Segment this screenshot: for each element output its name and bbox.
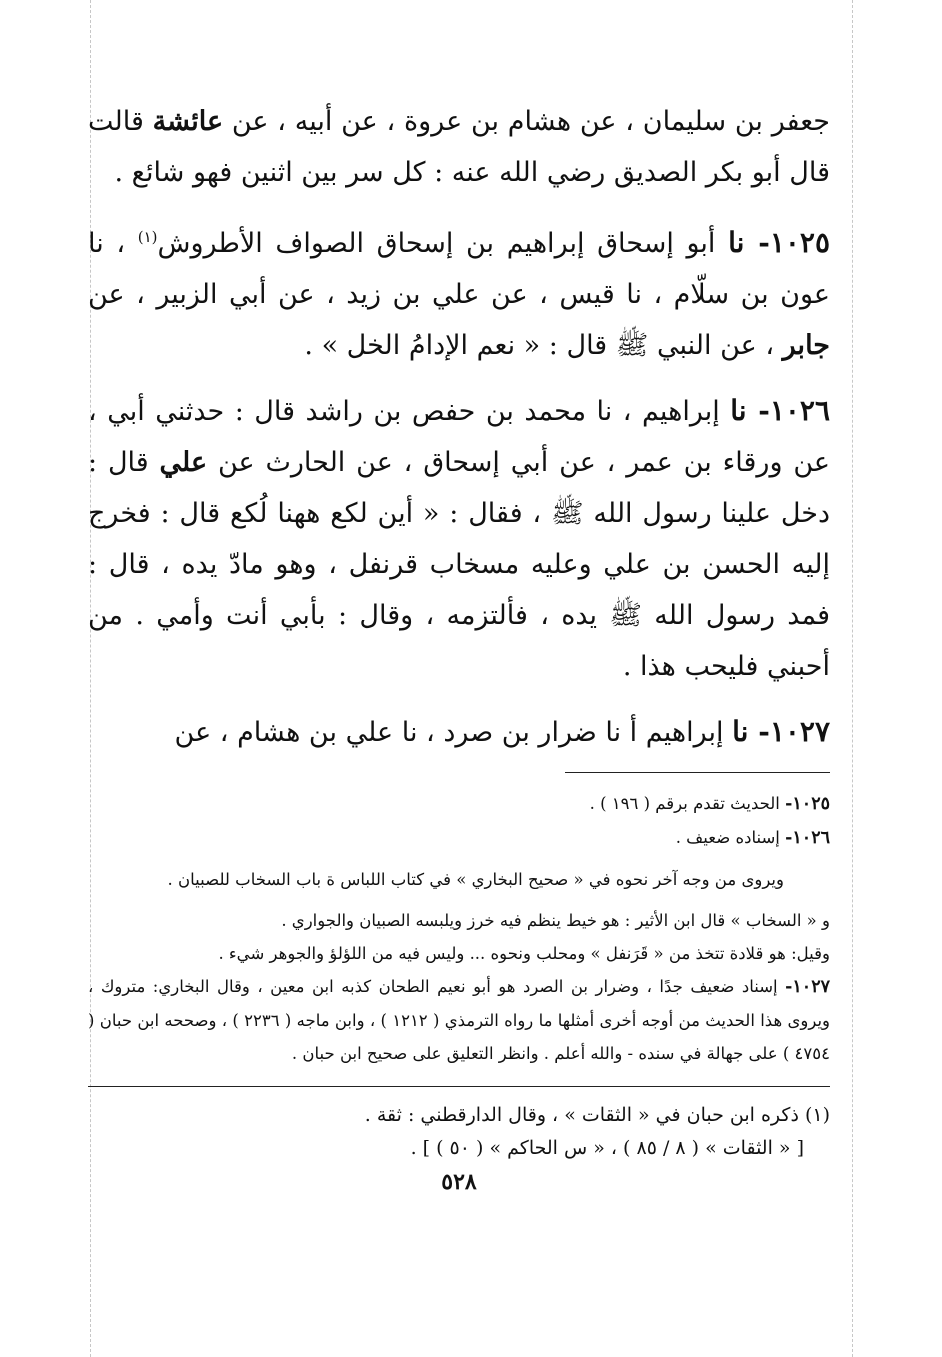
commentary-separator — [565, 772, 830, 773]
narrator-ali: علي — [159, 447, 208, 478]
note-1026: ١٠٢٦- إسناده ضعيف . — [675, 828, 830, 848]
note-1026-a: ويروى من وجه آخر نحوه في « صحيح البخاري » في كتاب اللباس ة باب السخاب للصبيان . — [167, 870, 784, 889]
note-1026-b: و « السخاب » قال ابن الأثير : هو خيط ينظم فيه خرز ويلبسه الصبيان والجواري . — [281, 911, 830, 930]
footnotes — [88, 1099, 830, 1165]
hadith-number-1025: ١٠٢٥- نا — [728, 226, 830, 259]
narrator-aisha: عائشة — [152, 106, 224, 137]
narrator-jabir: جابر — [782, 330, 830, 361]
note-1027: ١٠٢٧- إسناد ضعيف جدًا ، وضرار بن الصرد هو أبو نعيم الطحان كذبه ابن معين ، وقال البخاري: متروك ، ويروى هذا الحديث من أوجه أخرى أمثلها ما رواه الترمذي ( ١٢١٢ ) ، وابن ماجه ( ٢٢٣٦ ) ، وصححه ابن حبان ( ٤٧٥٤ ) على جهالة في سنده - والله أعلم . وانظر التعليق على صحيح ابن حبان . — [88, 977, 831, 1063]
main-text — [88, 96, 830, 758]
footnote-1-ref: [ « الثقات » ( ٨ / ٨٥ ) ، « س الحاكم » ( ٥٠ ) ] . — [410, 1137, 804, 1159]
book-page — [88, 90, 830, 1330]
hadith-number-1026: ١٠٢٦- نا — [730, 394, 830, 427]
note-1026-c: وقيل: هو قلادة تتخذ من « قَرَنفل » ومحلب ونحوه ... وليس فيه من اللؤلؤ والجوهر شيء . — [218, 944, 830, 963]
footnote-separator — [88, 1086, 830, 1087]
right-margin-line — [852, 0, 853, 1357]
footnote-1: (١) ذكره ابن حبان في « الثقات » ، وقال الدارقطني : ثقة . — [364, 1104, 830, 1126]
hadith-1026: ١٠٢٦- نا إبراهيم ، نا محمد بن حفص بن راشد قال : حدثني أبي ، عن ورقاء بن عمر ، عن أبي إسحاق ، عن الحارث عن علي قال : دخل علينا رسول الله ﷺ ، فقال : « أين لكع ههنا لُكع قال : فخرج إليه الحسن بن علي وعليه مسخاب قرنفل ، وهو مادّ يده ، قال : فمد رسول الله ﷺ يده ، فألتزمه ، وقال : بأبي أنت وأمي . من أحبني فليحب هذا . — [88, 394, 830, 682]
hadith-1025: ١٠٢٥- نا أبو إسحاق إبراهيم بن إسحاق الصواف الأطروش$^{(١)}$ ، نا عون بن سلّام ، نا قيس ، عن علي بن زيد ، عن أبي الزبير ، عن جابر ، عن النبي ﷺ قال : « نعم الإدامُ الخل » . — [88, 226, 830, 361]
paragraph-continuation: جعفر بن سليمان ، عن هشام بن عروة ، عن أبيه ، عن عائشة قالت قال أبو بكر الصديق رضي الله عنه : كل سر بين اثنين فهو شائع . — [88, 106, 830, 188]
commentary — [88, 787, 830, 1070]
page-number: ٥٢٨ — [441, 1169, 477, 1195]
note-1025: ١٠٢٥- الحديث تقدم برقم ( ١٩٦ ) . — [589, 794, 830, 814]
hadith-1027: ١٠٢٧- نا إبراهيم أ نا ضرار بن صرد ، نا علي بن هشام ، عن — [174, 715, 830, 748]
footnote-ref-1: (١) — [137, 228, 158, 246]
hadith-number-1027: ١٠٢٧- نا — [732, 715, 830, 748]
